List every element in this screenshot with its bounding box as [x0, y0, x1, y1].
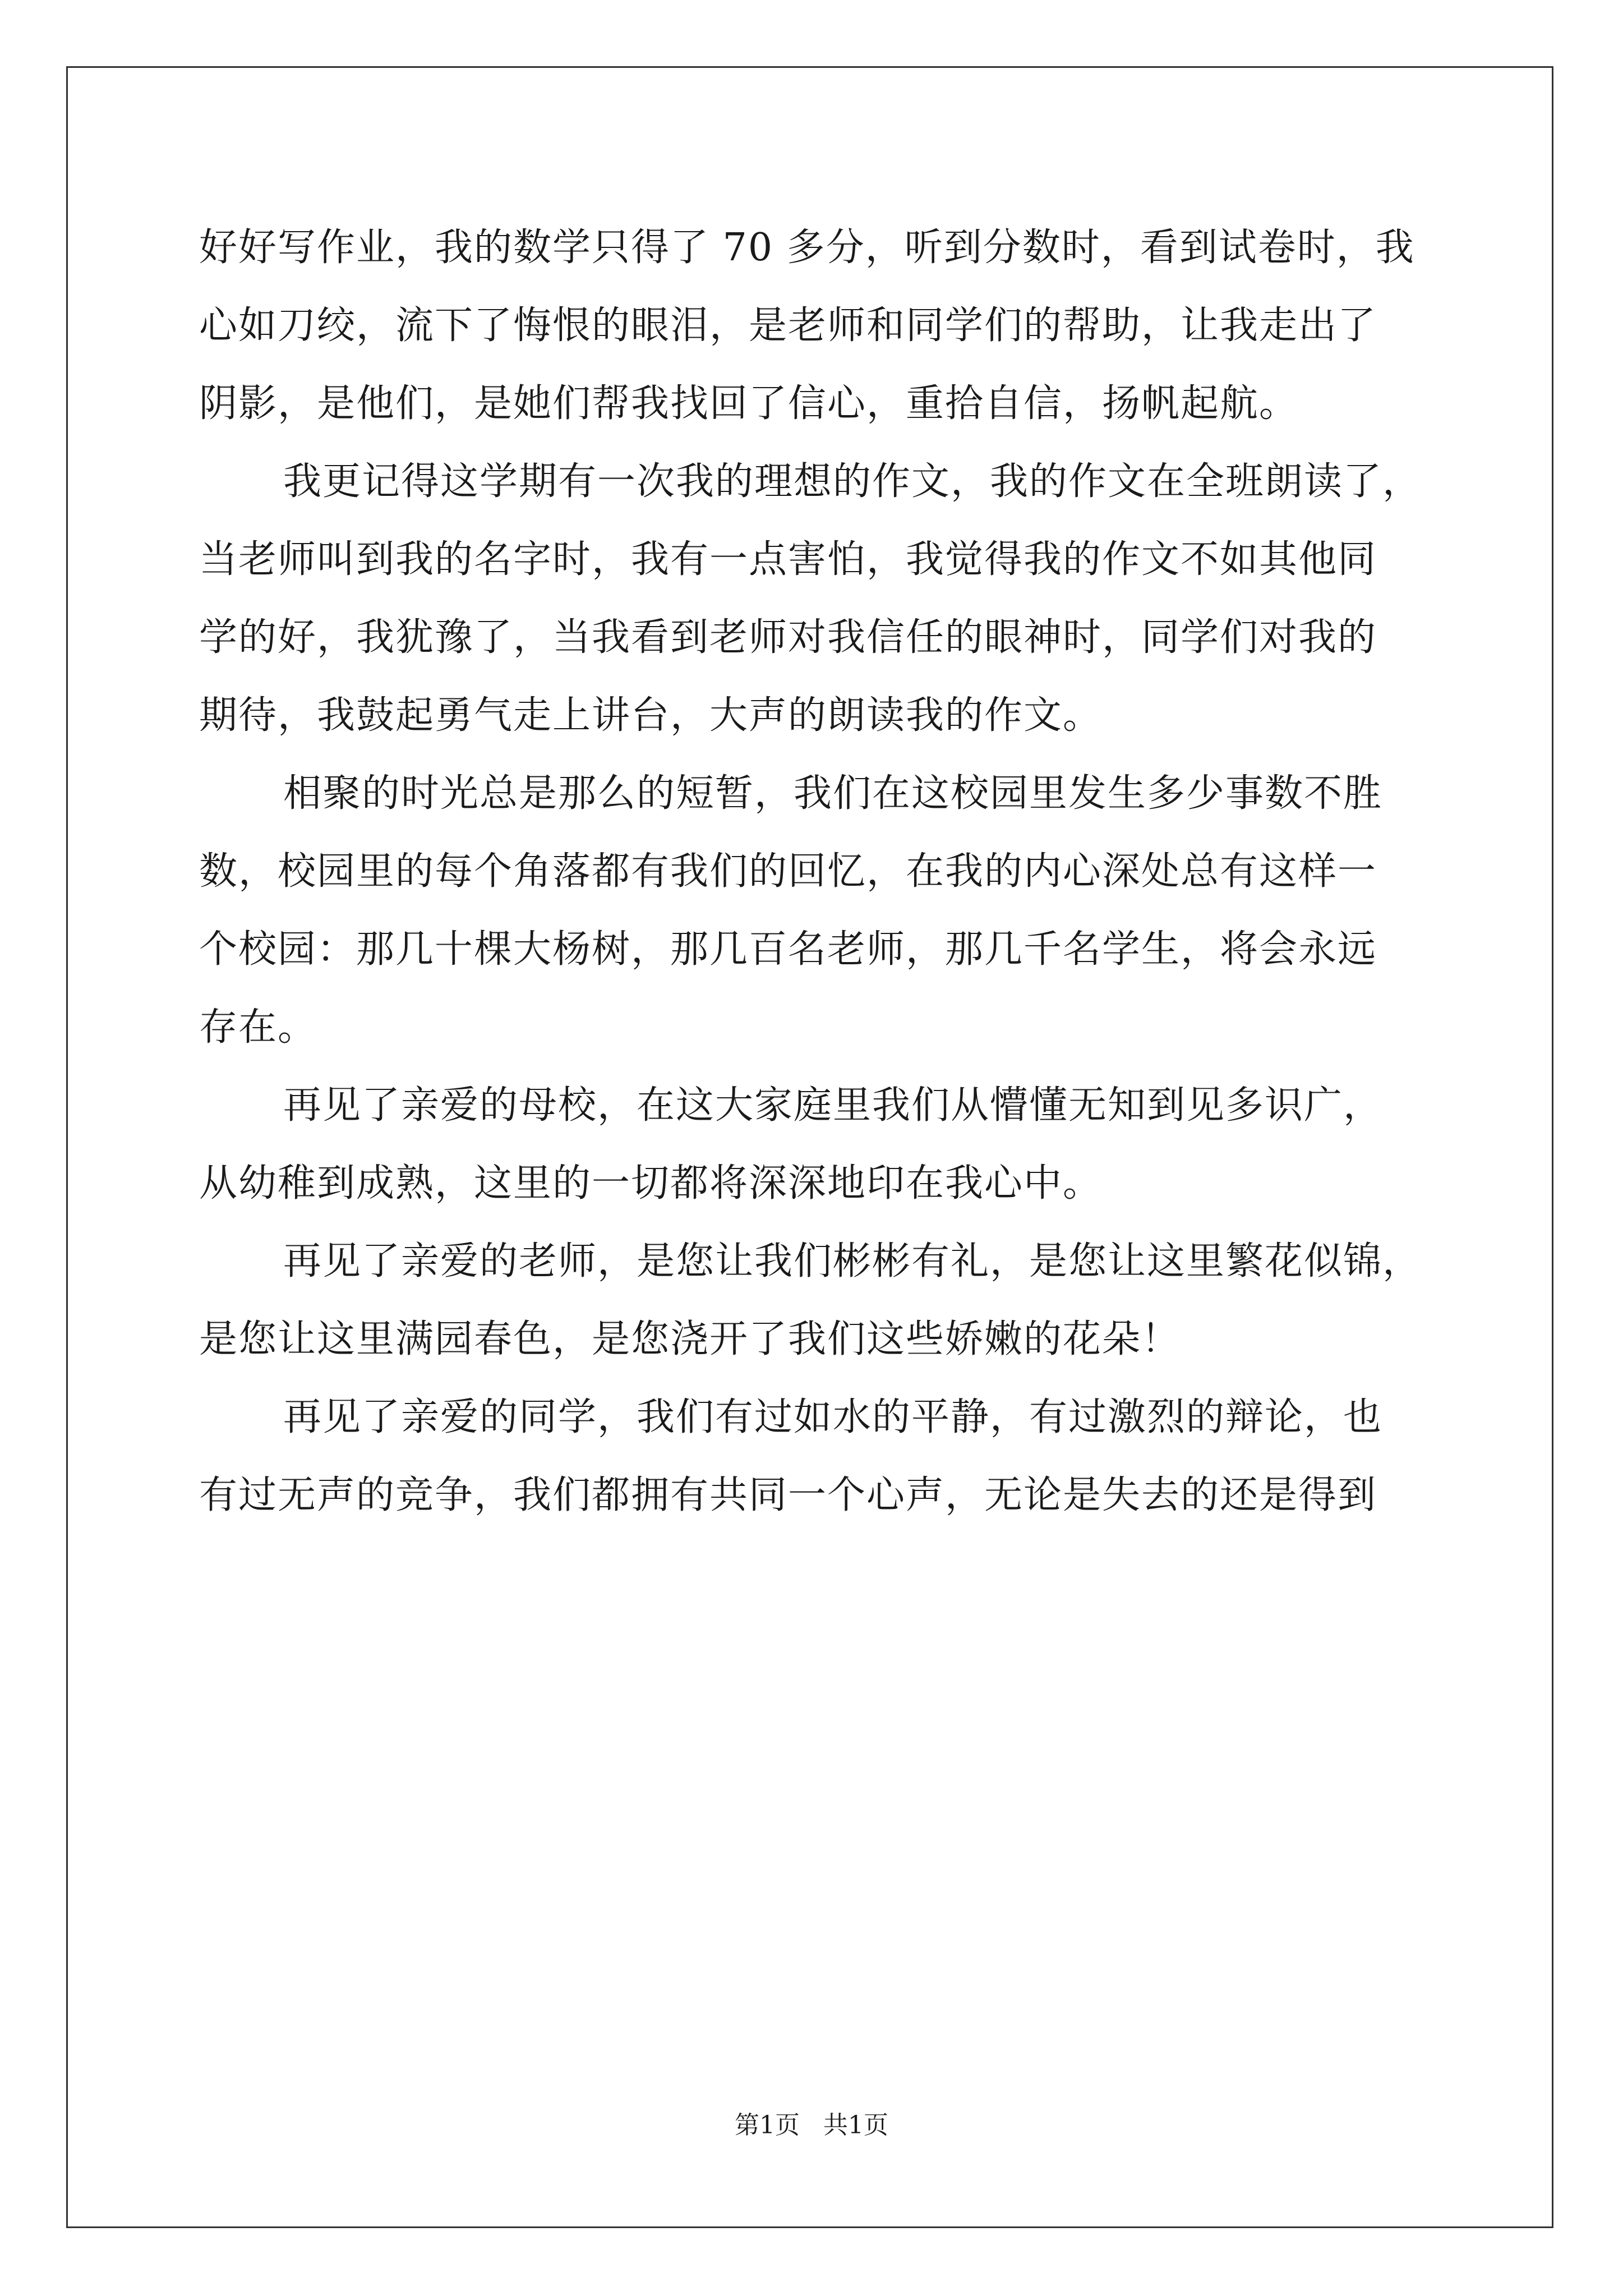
- document-body: [199, 209, 1430, 1534]
- text-line: 是您让这里满园春色，是您浇开了我们这些娇嫩的花朵！: [199, 1317, 1181, 1361]
- text-line: 相聚的时光总是那么的短暂，我们在这校园里发生多少事数不胜: [283, 771, 1383, 816]
- text-line: 个校园：那几十棵大杨树，那几百名老师，那几千名学生，将会永远: [199, 927, 1377, 972]
- text-line: 存在。: [199, 1005, 317, 1050]
- text-line: 学的好，我犹豫了，当我看到老师对我信任的眼神时，同学们对我的: [199, 615, 1377, 660]
- text-line: 有过无声的竞争，我们都拥有共同一个心声，无论是失去的还是得到: [199, 1473, 1377, 1517]
- text-line: 期待，我鼓起勇气走上讲台，大声的朗读我的作文。: [199, 693, 1103, 738]
- text-line: 好好写作业，我的数学只得了 70 多分，听到分数时，看到试卷时，我: [199, 226, 1415, 270]
- text-line: 再见了亲爱的同学，我们有过如水的平静，有过激烈的辩论，也: [283, 1395, 1383, 1439]
- text-line: 数，校园里的每个角落都有我们的回忆，在我的内心深处总有这样一: [199, 849, 1377, 894]
- text-line: 当老师叫到我的名字时，我有一点害怕，我觉得我的作文不如其他同: [199, 537, 1377, 582]
- text-line: 从幼稚到成熟，这里的一切都将深深地印在我心中。: [199, 1161, 1103, 1205]
- text-line: 再见了亲爱的老师，是您让我们彬彬有礼，是您让这里繁花似锦，: [283, 1239, 1422, 1283]
- text-line: 再见了亲爱的母校，在这大家庭里我们从懵懂无知到见多识广，: [283, 1083, 1383, 1128]
- text-line: 心如刀绞，流下了悔恨的眼泪，是老师和同学们的帮助，让我走出了: [199, 303, 1377, 348]
- text-line: 我更记得这学期有一次我的理想的作文，我的作文在全班朗读了，: [283, 459, 1422, 504]
- page-number-footer: 第1页 共1页: [735, 2111, 888, 2139]
- text-line: 阴影，是他们，是她们帮我找回了信心，重拾自信，扬帆起航。: [199, 381, 1299, 426]
